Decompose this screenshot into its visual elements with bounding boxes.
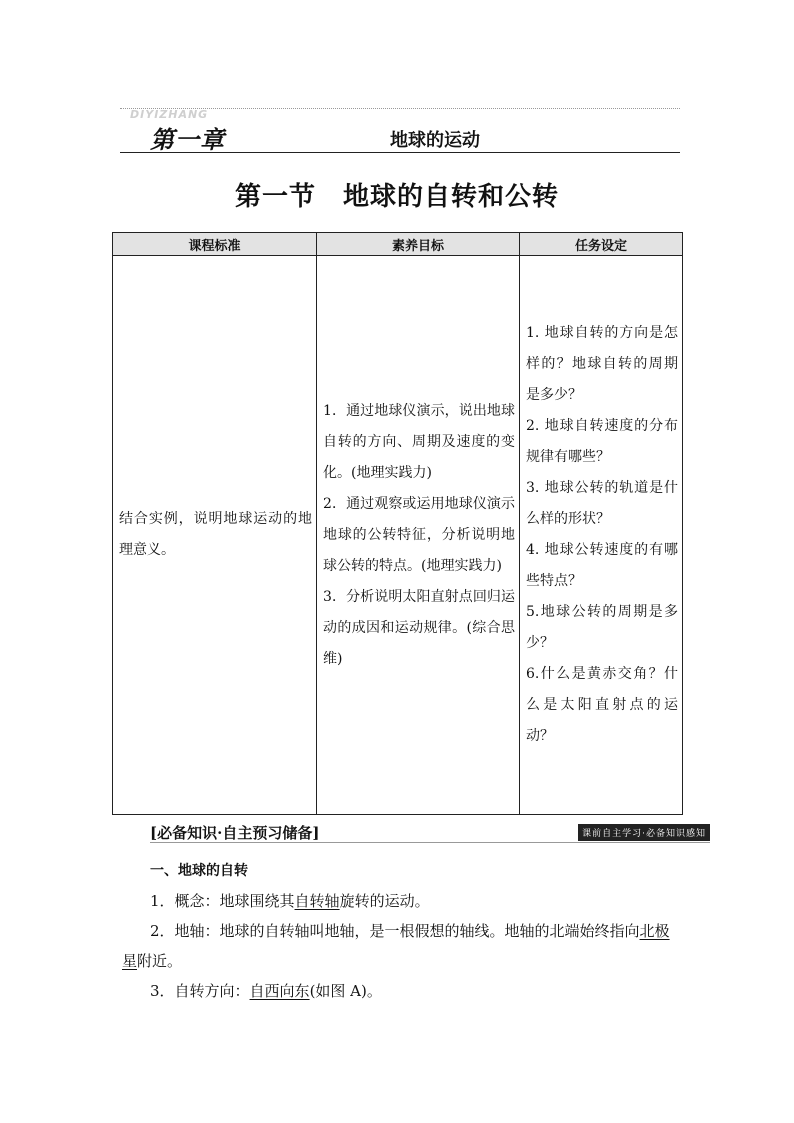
header-literacy-goals: 素养目标	[317, 233, 520, 256]
goal-item: 1．通过地球仪演示，说出地球自转的方向、周期及速度的变化。(地理实践力)	[323, 402, 515, 481]
chapter-pinyin: DIYIZHANG	[130, 108, 209, 121]
goal-item: 2．通过观察或运用地球仪演示地球的公转特征，分析说明地球公转的特点。(地理实践力)	[323, 495, 515, 574]
p2-key-term: 北极星	[122, 922, 670, 970]
body-heading: 一、地球的自转	[150, 863, 248, 879]
literacy-goals-cell	[317, 256, 520, 815]
objectives-table	[112, 232, 683, 815]
task-item: 2. 地球自转速度的分布规律有哪些？	[526, 418, 678, 465]
header-task-setting: 任务设定	[520, 233, 683, 256]
p2-prefix: 2．地轴：地球的自转轴叫地轴，是一根假想的轴线。地轴的北端始终指向	[150, 922, 640, 940]
header-rule	[120, 152, 680, 153]
p1-prefix: 1．概念：地球围绕其	[150, 892, 295, 910]
task-item: 5.地球公转的周期是多少？	[526, 604, 678, 651]
chapter-header	[120, 104, 680, 156]
header-curriculum-standard: 课程标准	[113, 233, 317, 256]
task-item: 3. 地球公转的轨道是什么样的形状？	[526, 480, 678, 527]
paragraph-axis	[122, 916, 684, 976]
p3-prefix: 3．自转方向：	[150, 982, 250, 1000]
knowledge-bar-rule	[150, 842, 710, 843]
section-title: 第一节 地球的自转和公转	[234, 182, 559, 212]
task-setting-cell	[520, 256, 683, 815]
knowledge-bar-title: [必备知识·自主预习储备]	[150, 824, 320, 842]
task-item: 6.什么是黄赤交角？什么是太阳直射点的运动？	[526, 666, 678, 744]
p1-key-term: 自转轴	[294, 892, 340, 910]
knowledge-bar	[150, 822, 710, 844]
curriculum-standard-cell	[113, 256, 317, 815]
p3-suffix: (如图 A)。	[309, 982, 382, 1000]
curriculum-standard-text: 结合实例，说明地球运动的地理意义。	[119, 511, 312, 558]
paragraph-direction	[122, 976, 684, 1006]
task-item: 4. 地球公转速度的有哪些特点？	[526, 542, 678, 589]
goal-item: 3．分析说明太阳直射点回归运动的成因和运动规律。(综合思维)	[323, 588, 515, 667]
p3-key-term: 自西向东	[249, 982, 310, 1000]
p1-suffix: 旋转的运动。	[339, 892, 430, 910]
body-content	[122, 856, 684, 1006]
knowledge-bar-tag: 课前自主学习·必备知识感知	[578, 824, 710, 841]
chapter-label: 第一章	[150, 126, 225, 154]
chapter-title: 地球的运动	[390, 130, 480, 151]
task-item: 1. 地球自转的方向是怎样的？地球自转的周期是多少？	[526, 325, 678, 403]
p2-suffix: 附近。	[137, 952, 183, 970]
paragraph-concept	[122, 886, 684, 916]
